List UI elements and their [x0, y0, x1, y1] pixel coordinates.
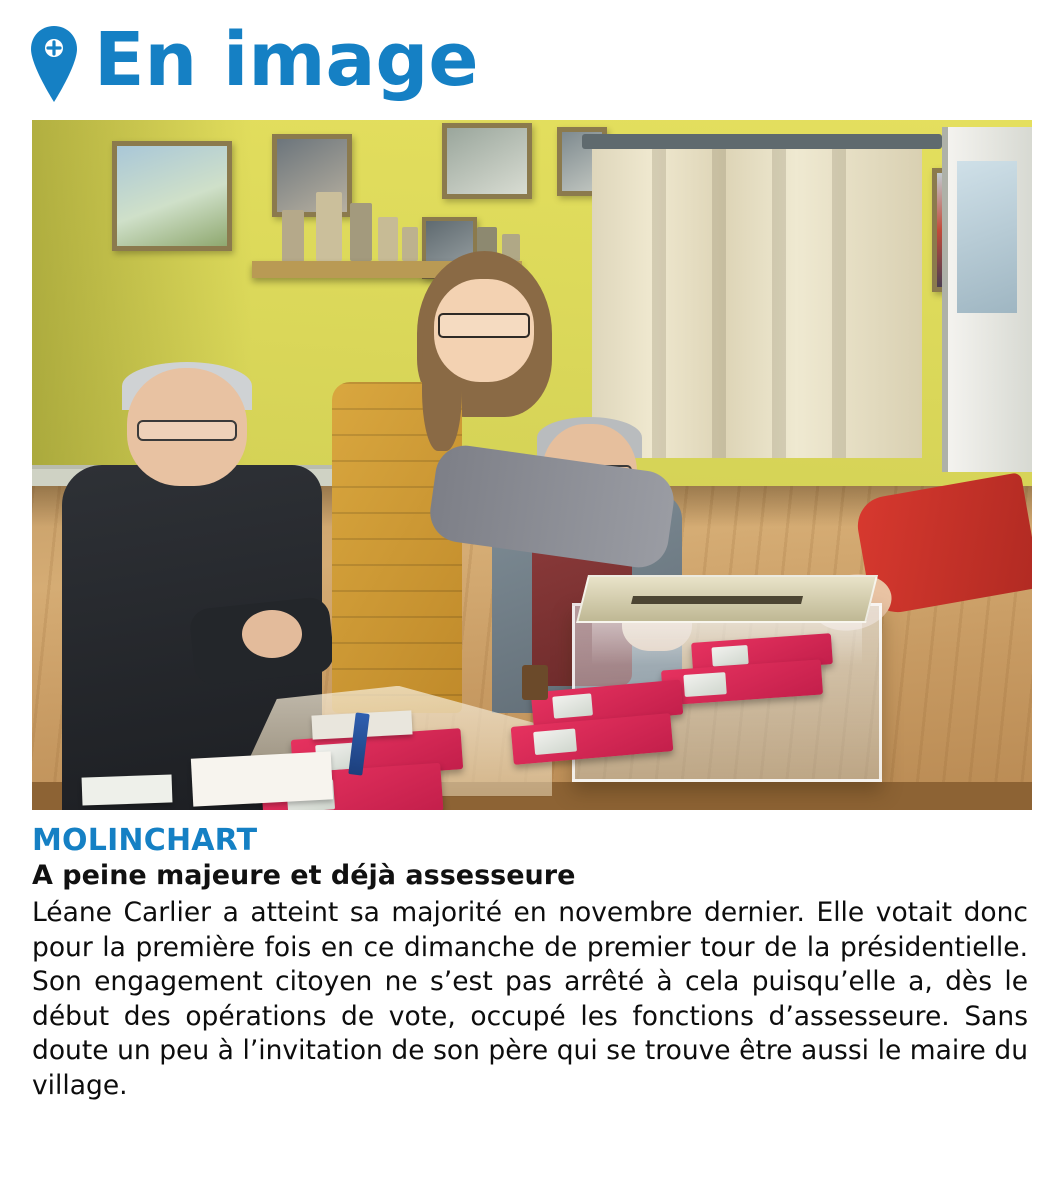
caption-body: Léane Carlier a atteint sa majorité en novembre dernier. Elle votait donc pour la première fois en ce dimanche de premier tour de la présidentielle. Son engagement citoyen ne s’est pas arrêté à cela puisqu’elle a, dès le début des opérations de vote, occupé les fonctions d’assesseure. Sans doute un peu à l’invitation de son père qui se trouve être aussi le maire du village. — [32, 897, 1028, 1101]
curtain-fold — [832, 148, 846, 459]
wall-picture-frame — [112, 141, 232, 251]
voting-booth-curtain — [592, 134, 922, 458]
wall-picture-frame — [442, 123, 532, 199]
caption-block — [0, 810, 1062, 1103]
assessor-glasses — [438, 313, 530, 338]
seated-man-left-glasses — [137, 420, 237, 441]
door-window — [957, 161, 1017, 313]
curtain-fold — [772, 148, 786, 459]
shelf-trophy — [282, 210, 304, 262]
curtain-fold — [652, 148, 666, 459]
shelf-trophy — [316, 192, 342, 261]
seated-man-left-hand — [242, 610, 302, 658]
shelf-trophy — [402, 227, 418, 262]
page-title: En image — [94, 17, 479, 103]
packet-label — [711, 644, 749, 666]
curtain-fold — [712, 148, 726, 459]
shelf-trophy — [350, 203, 372, 262]
shelf-trophy — [378, 217, 398, 262]
packet-label — [534, 729, 577, 756]
voter-card — [82, 774, 173, 805]
electoral-list-paper — [191, 751, 333, 807]
location-pin-icon — [28, 24, 80, 104]
ballot-box-slot — [631, 596, 803, 604]
location-kicker: MOLINCHART — [32, 823, 258, 858]
photo-illustration — [32, 120, 1032, 810]
packet-label — [684, 672, 727, 696]
polling-station-photo — [32, 120, 1032, 810]
curtain-rod — [582, 134, 942, 149]
packet-label — [552, 693, 593, 718]
section-header — [0, 0, 1062, 120]
ink-stamp — [522, 665, 548, 700]
caption-headline: A peine majeure et déjà assesseure — [32, 860, 576, 891]
